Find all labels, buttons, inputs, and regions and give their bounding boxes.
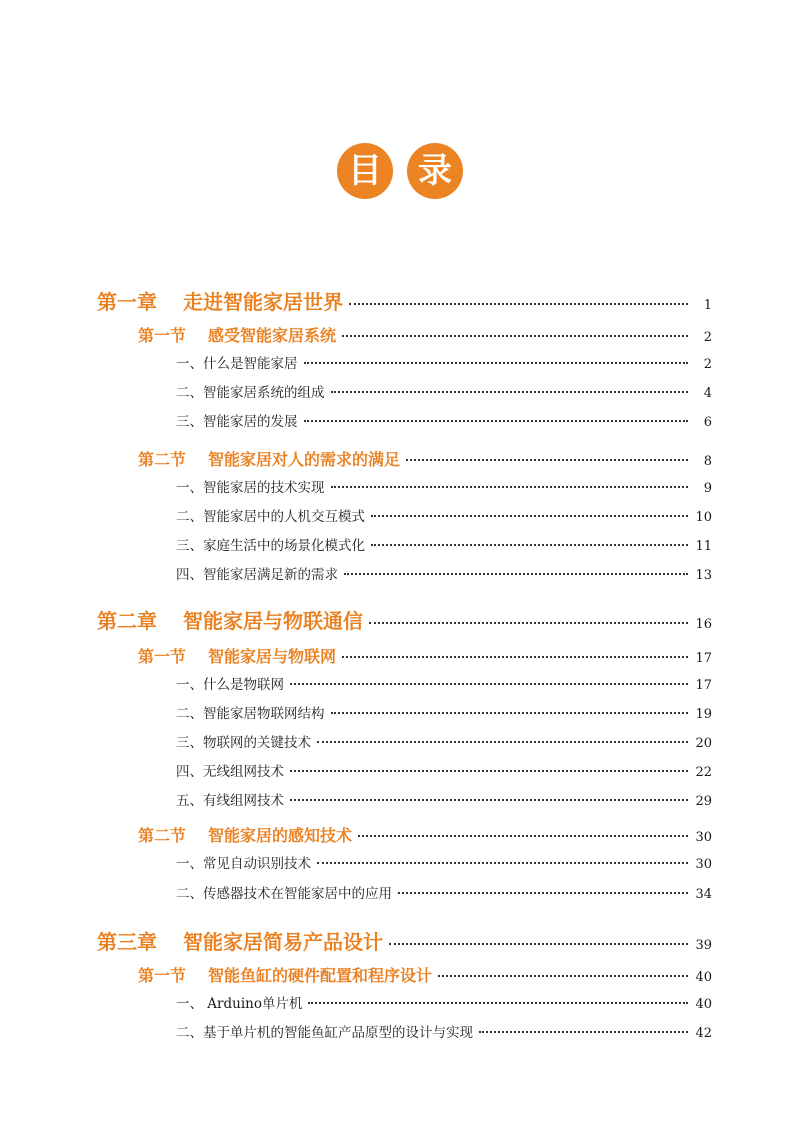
dot-leader [369, 622, 688, 624]
dot-leader [342, 335, 688, 337]
toc-section-number: 第一节 [138, 647, 187, 666]
toc-page-number: 1 [703, 298, 712, 313]
toc-chapter-title: 走进智能家居世界 [183, 290, 343, 314]
toc-page-number: 40 [695, 997, 712, 1012]
toc-item-row [176, 505, 712, 525]
dot-leader [331, 712, 689, 714]
toc-item-title: 二、智能家居中的人机交互模式 [176, 509, 365, 525]
title-char-2: 录 [407, 143, 463, 199]
toc-item-row [176, 381, 712, 401]
toc-item-row [176, 563, 712, 583]
toc-section-title: 感受智能家居系统 [208, 326, 337, 345]
toc-section-row [138, 323, 712, 346]
toc-chapter-title: 智能家居与物联通信 [183, 609, 363, 633]
dot-leader [438, 975, 688, 977]
toc-item-title: 二、传感器技术在智能家居中的应用 [176, 886, 392, 902]
toc-section-title: 智能鱼缸的硬件配置和程序设计 [208, 966, 433, 985]
toc-chapter-row [97, 926, 712, 955]
toc-page-number: 30 [695, 830, 712, 845]
toc-item-row [176, 673, 712, 693]
dot-leader [290, 683, 688, 685]
toc-page-number: 42 [695, 1026, 712, 1041]
toc-item-title: 四、无线组网技术 [176, 764, 284, 780]
dot-leader [290, 799, 688, 801]
toc-page-number: 30 [695, 857, 712, 872]
toc-section-row [138, 963, 712, 986]
toc-page-number: 16 [695, 617, 712, 632]
toc-item-row [176, 882, 712, 902]
toc-chapter-number: 第二章 [97, 609, 157, 633]
dot-leader [358, 835, 688, 837]
toc-item-row [176, 476, 712, 496]
dot-leader [398, 892, 688, 894]
toc-item-title: 二、智能家居物联网结构 [176, 706, 325, 722]
toc-item-title: 一、智能家居的技术实现 [176, 480, 325, 496]
toc-chapter-row [97, 605, 712, 634]
dot-leader [290, 770, 688, 772]
toc-item-title: 一、什么是物联网 [176, 677, 284, 693]
toc-item-row [176, 731, 712, 751]
toc-item-title: 一、常见自动识别技术 [176, 856, 311, 872]
dot-leader [349, 303, 688, 305]
toc-item-title: 五、有线组网技术 [176, 793, 284, 809]
toc-section-title: 智能家居的感知技术 [208, 826, 353, 845]
dot-leader [479, 1031, 688, 1033]
toc-section-number: 第一节 [138, 966, 187, 985]
toc-page-number: 22 [695, 765, 712, 780]
toc-page-number: 17 [695, 651, 712, 666]
toc-item-title: 三、物联网的关键技术 [176, 735, 311, 751]
toc-page-number: 4 [703, 386, 712, 401]
dot-leader [342, 656, 688, 658]
toc-chapter-number: 第一章 [97, 290, 157, 314]
toc-item-row [176, 702, 712, 722]
toc-item-row [176, 410, 712, 430]
toc-page-number: 20 [695, 736, 712, 751]
toc-section-number: 第二节 [138, 826, 187, 845]
dot-leader [406, 459, 688, 461]
toc-item-title: 二、基于单片机的智能鱼缸产品原型的设计与实现 [176, 1025, 473, 1041]
toc-item-title: 四、智能家居满足新的需求 [176, 567, 338, 583]
toc-page-number: 17 [695, 678, 712, 693]
toc-section-row [138, 447, 712, 470]
toc-item-row [176, 760, 712, 780]
toc-page-number: 2 [703, 357, 712, 372]
toc-item-title: 一、 Arduino单片机 [176, 996, 303, 1012]
toc-page-number: 11 [695, 539, 712, 554]
dot-leader [317, 741, 688, 743]
toc-page-number: 2 [703, 330, 712, 345]
toc-page-number: 19 [695, 707, 712, 722]
dot-leader [344, 573, 688, 575]
toc-item-title: 三、智能家居的发展 [176, 414, 298, 430]
toc-page-number: 39 [695, 938, 712, 953]
toc-page-number: 29 [695, 794, 712, 809]
toc-section-number: 第二节 [138, 450, 187, 469]
toc-page-number: 40 [695, 970, 712, 985]
toc-item-row [176, 992, 712, 1012]
dot-leader [371, 544, 688, 546]
toc-chapter-row [97, 286, 712, 315]
toc-page-number: 34 [695, 887, 712, 902]
toc-chapter-title: 智能家居简易产品设计 [183, 930, 383, 954]
dot-leader [304, 420, 689, 422]
toc-item-row [176, 852, 712, 872]
dot-leader [389, 943, 688, 945]
toc-section-row [138, 823, 712, 846]
toc-item-row [176, 1021, 712, 1041]
dot-leader [317, 862, 688, 864]
toc-item-title: 三、家庭生活中的场景化模式化 [176, 538, 365, 554]
toc-section-title: 智能家居对人的需求的满足 [208, 450, 401, 469]
dot-leader [308, 1002, 688, 1004]
toc-section-row [138, 644, 712, 667]
dot-leader [331, 391, 689, 393]
toc-page-number: 8 [703, 454, 712, 469]
toc-page-number: 10 [695, 510, 712, 525]
toc-page-number: 6 [703, 415, 712, 430]
toc-section-title: 智能家居与物联网 [208, 647, 337, 666]
toc-item-row [176, 789, 712, 809]
title-char-1: 目 [337, 143, 393, 199]
toc-item-title: 一、什么是智能家居 [176, 356, 298, 372]
toc-page-number: 13 [695, 568, 712, 583]
toc-item-row [176, 352, 712, 372]
dot-leader [304, 362, 689, 364]
toc-section-number: 第一节 [138, 326, 187, 345]
toc-page-number: 9 [703, 481, 712, 496]
dot-leader [331, 486, 689, 488]
toc-item-title: 二、智能家居系统的组成 [176, 385, 325, 401]
toc-item-row [176, 534, 712, 554]
toc-chapter-number: 第三章 [97, 930, 157, 954]
dot-leader [371, 515, 688, 517]
